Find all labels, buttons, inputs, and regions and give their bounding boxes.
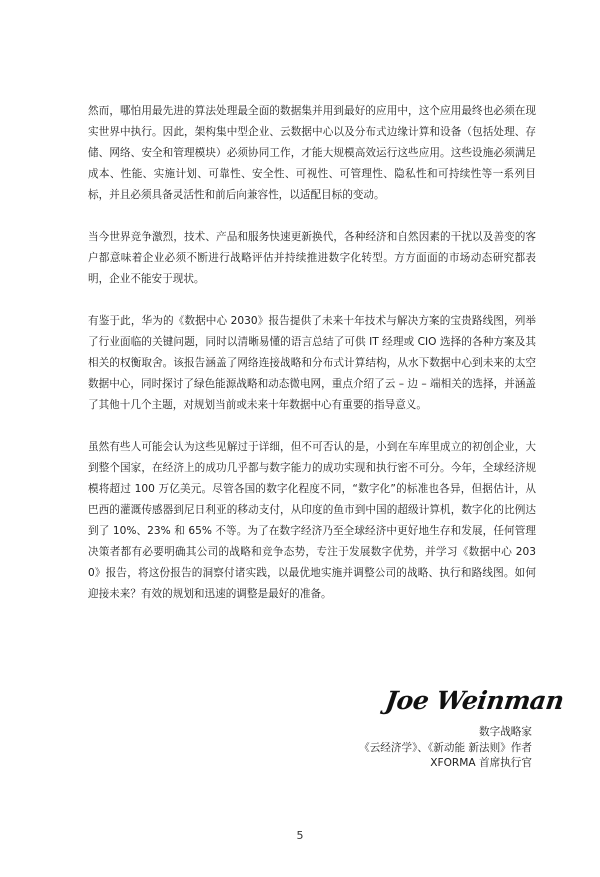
page-number: 5 [296,829,304,842]
paragraph-1: 然而，哪怕用最先进的算法处理最全面的数据集并用到最好的应用中，这个应用最终也必须在现实世界中执行。因此，架构集中型企业、云数据中心以及分布式边缘计算和设备（包括处理、存储、网络、安全和管理模块）必须协同工作，才能大规模高效运行这些应用。这些设施必须满足成本、性能、实施计划、可靠性、安全性、可视性、可管理性、隐私性和可持续性等一系列目标，并且必须具备灵活性和前后向兼容性，以适配目标的变动。 [88,105,536,201]
svg-text:Joe Weinman: Joe Weinman [383,685,566,715]
signature-title-line: 《云经济学》、《新动能 新法则》作者 [359,741,532,754]
paragraph-2: 当今世界竞争激烈，技术、产品和服务快速更新换代，各种经济和自然因素的干扰以及善变的客户都意味着企业必须不断进行战略评估并持续推进数字化转型。方方面面的市场动态研究都表明，企业不能安于现状。 [88,231,536,285]
signature-titles [272,725,532,772]
signature-title-line: 数字战略家 [479,726,532,738]
paragraph-4: 虽然有些人可能会认为这些见解过于详细，但不可否认的是，小到在车库里成立的初创企业，大到整个国家，在经济上的成功几乎都与数字能力的成功实现和执行密不可分。今年，全球经济规模将超过 100 万亿美元。尽管各国的数字化程度不同，“数字化”的标准也各异，但据估计，从巴西的灌溉传感器到尼日利亚的移动支付，从印度的鱼市到中国的超级计算机，数字化的比例达到了 10%、23% 和 65% 不等。为了在数字经济乃至全球经济中更好地生存和发展，任何管理决策者都有必要明确其公司的战略和竞争态势，专注于发展数字优势，并学习《数据中心 2030》报告，将这份报告的洞察付诸实践，以最优地实施并调整公司的战略、执行和路线图。如何迎接未来？有效的规划和迅速的调整是最好的准备。 [88,441,536,600]
signature-block [272,683,566,772]
body-text [88,101,536,626]
signature-title-line: XFORMA 首席执行官 [430,757,532,769]
handwritten-signature [383,683,566,717]
paragraph-3: 有鉴于此，华为的《数据中心 2030》报告提供了未来十年技术与解决方案的宝贵路线图，列举了行业面临的关键问题，同时以清晰易懂的语言总结了可供 IT 经理或 CIO 选择的各种方案及其相关的权衡取舍。该报告涵盖了网络连接战略和分布式计算结构，从水下数据中心到未来的太空数据中心，同时探讨了绿色能源战略和动态微电网，重点介绍了云 – 边 – 端相关的选择，并涵盖了其他十几个主题，对规划当前或未来十年数据中心有重要的指导意义。 [88,315,536,411]
